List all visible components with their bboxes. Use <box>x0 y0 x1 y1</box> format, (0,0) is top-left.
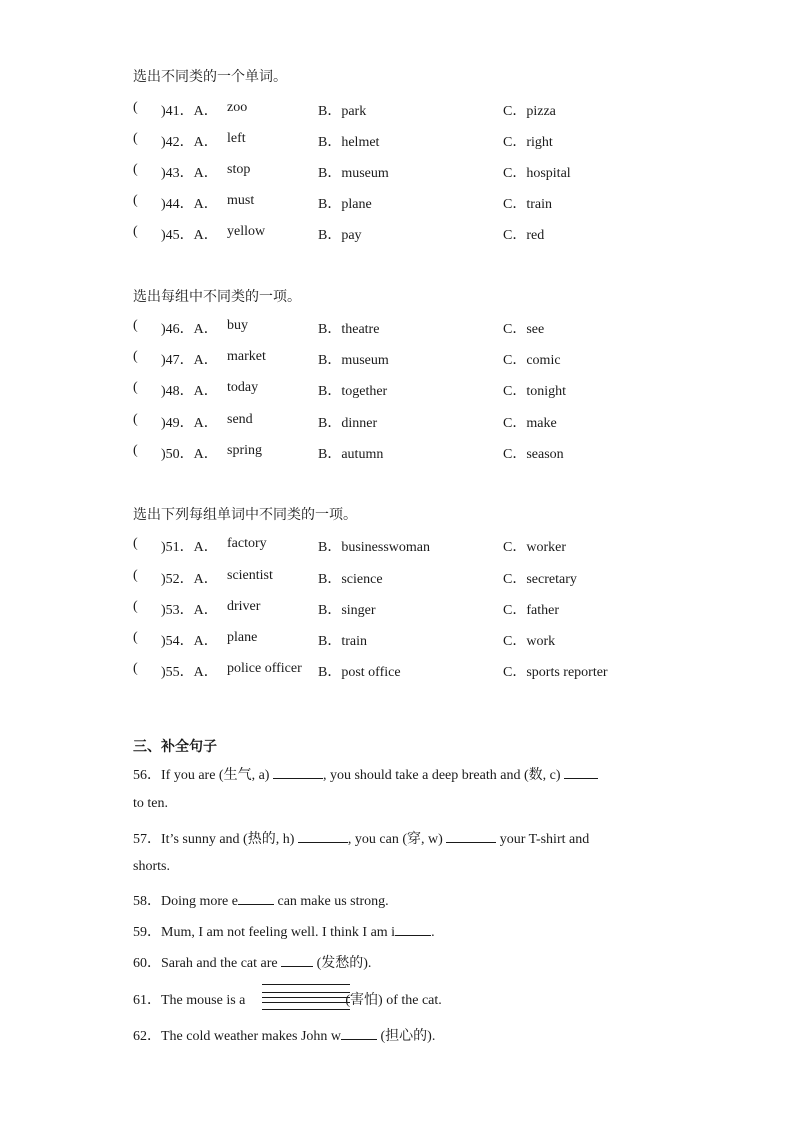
sentence-text: 59．Mum, I am not feeling well. I think I am i <box>133 925 396 940</box>
question-number: )50．A． <box>161 447 218 462</box>
question-row <box>133 536 693 556</box>
option-c: C．red <box>503 228 545 243</box>
answer-paren[interactable]: ( <box>133 630 138 645</box>
option-b: B．singer <box>318 603 376 618</box>
answer-paren[interactable]: ( <box>133 100 138 115</box>
answer-paren[interactable]: ( <box>133 193 138 208</box>
answer-paren[interactable]: ( <box>133 131 138 146</box>
sentence-text: your T-shirt and <box>496 832 590 847</box>
question-row <box>133 380 693 400</box>
answer-blank[interactable] <box>273 766 323 779</box>
question-row <box>133 661 693 681</box>
question-row <box>133 224 693 244</box>
sentence-text: . <box>431 925 435 940</box>
option-a: buy <box>227 318 248 333</box>
question-number: )54．A． <box>161 634 218 649</box>
option-a: stop <box>227 162 251 177</box>
option-a: police officer <box>227 661 302 676</box>
option-a: today <box>227 380 259 395</box>
answer-paren[interactable]: ( <box>133 599 138 614</box>
question-row <box>133 412 693 432</box>
option-a: left <box>227 131 246 146</box>
answer-paren[interactable]: ( <box>133 318 138 333</box>
option-c: C．see <box>503 322 545 337</box>
option-c: C．secretary <box>503 572 577 587</box>
answer-blank[interactable] <box>564 766 598 779</box>
option-b: B．pay <box>318 228 362 243</box>
option-c: C．hospital <box>503 166 571 181</box>
option-c: C．pizza <box>503 104 556 119</box>
stacked-blank-lines <box>262 984 350 1010</box>
option-b: B．together <box>318 384 388 399</box>
option-a: yellow <box>227 224 266 239</box>
sentence-text: (发愁的). <box>313 956 372 971</box>
option-b: B．plane <box>318 197 372 212</box>
sentence-59 <box>133 921 673 941</box>
sentence-text: 56．If you are (生气, a) <box>133 768 273 783</box>
sentence-text: 62．The cold weather makes John w <box>133 1029 341 1044</box>
blank-line <box>262 1009 350 1010</box>
question-number: )52．A． <box>161 572 218 587</box>
sentence-text: , you should take a deep breath and (数, c) <box>322 768 564 783</box>
sentence-text: 57．It’s sunny and (热的, h) <box>133 832 298 847</box>
sentence-text: (担心的). <box>377 1029 436 1044</box>
section-heading-1: 选出不同类的一个单词。 <box>133 69 287 85</box>
answer-paren[interactable]: ( <box>133 412 138 427</box>
option-c: C．train <box>503 197 552 212</box>
option-c: C．worker <box>503 540 566 555</box>
question-number: )55．A． <box>161 665 218 680</box>
question-row <box>133 318 693 338</box>
answer-paren[interactable]: ( <box>133 224 138 239</box>
option-b: B．helmet <box>318 135 380 150</box>
option-b: B．businesswoman <box>318 540 430 555</box>
question-number: )43．A． <box>161 166 218 181</box>
option-b: B．science <box>318 572 383 587</box>
answer-paren[interactable]: ( <box>133 661 138 676</box>
answer-blank[interactable] <box>281 954 313 967</box>
sentence-62 <box>133 1025 673 1045</box>
option-a: scientist <box>227 568 273 583</box>
option-c: C．right <box>503 135 553 150</box>
question-row <box>133 630 693 650</box>
option-c: C．make <box>503 416 557 431</box>
question-row <box>133 100 693 120</box>
option-a: driver <box>227 599 261 614</box>
option-a: must <box>227 193 255 208</box>
answer-paren[interactable]: ( <box>133 380 138 395</box>
question-number: )47．A． <box>161 353 218 368</box>
question-number: )51．A． <box>161 540 218 555</box>
option-b: B．theatre <box>318 322 380 337</box>
sentence-text: 58．Doing more e <box>133 894 238 909</box>
question-row <box>133 131 693 151</box>
option-b: B．dinner <box>318 416 378 431</box>
blank-line <box>262 997 350 998</box>
option-a: factory <box>227 536 267 551</box>
answer-paren[interactable]: ( <box>133 568 138 583</box>
question-number: )41．A． <box>161 104 218 119</box>
answer-paren[interactable]: ( <box>133 162 138 177</box>
option-a: plane <box>227 630 258 645</box>
option-c: C．work <box>503 634 556 649</box>
sentence-61 <box>133 989 673 1009</box>
question-number: )49．A． <box>161 416 218 431</box>
sentence-57 <box>133 828 673 848</box>
sentence-text: 61．The mouse is a <box>133 993 246 1008</box>
question-row <box>133 349 693 369</box>
option-a: spring <box>227 443 262 458</box>
question-number: )46．A． <box>161 322 218 337</box>
sentence-60 <box>133 952 673 972</box>
sentence-text: (害怕) of the cat. <box>345 993 442 1008</box>
answer-blank[interactable] <box>395 923 431 936</box>
answer-blank[interactable] <box>341 1027 377 1040</box>
answer-paren[interactable]: ( <box>133 443 138 458</box>
section-heading-3: 选出下列每组单词中不同类的一项。 <box>133 507 357 523</box>
section-heading-2: 选出每组中不同类的一项。 <box>133 289 301 305</box>
question-number: )48．A． <box>161 384 218 399</box>
sentence-58 <box>133 890 673 910</box>
option-c: C．comic <box>503 353 561 368</box>
question-number: )42．A． <box>161 135 218 150</box>
sentence-57-cont: shorts. <box>133 859 170 874</box>
option-b: B．post office <box>318 665 401 680</box>
sentence-text: , you can (穿, w) <box>347 832 447 847</box>
option-a: send <box>227 412 253 427</box>
option-b: B．autumn <box>318 447 384 462</box>
blank-line <box>262 992 350 993</box>
question-row <box>133 443 693 463</box>
answer-blank[interactable] <box>298 830 348 843</box>
question-number: )45．A． <box>161 228 218 243</box>
option-b: B．museum <box>318 166 389 181</box>
option-c: C．sports reporter <box>503 665 608 680</box>
sentence-text: 60．Sarah and the cat are <box>133 956 282 971</box>
sentence-56 <box>133 764 673 784</box>
sentence-56-cont: to ten. <box>133 796 168 811</box>
option-a: zoo <box>227 100 248 115</box>
answer-blank[interactable] <box>238 892 274 905</box>
option-b: B．train <box>318 634 367 649</box>
option-a: market <box>227 349 266 364</box>
option-c: C．father <box>503 603 559 618</box>
blank-line <box>262 984 350 985</box>
question-row <box>133 193 693 213</box>
option-c: C．tonight <box>503 384 567 399</box>
question-row <box>133 162 693 182</box>
option-c: C．season <box>503 447 564 462</box>
question-row <box>133 599 693 619</box>
question-number: )53．A． <box>161 603 218 618</box>
option-b: B．park <box>318 104 367 119</box>
part-title: 三、补全句子 <box>133 739 217 755</box>
answer-paren[interactable]: ( <box>133 349 138 364</box>
answer-paren[interactable]: ( <box>133 536 138 551</box>
sentence-text: can make us strong. <box>273 894 389 909</box>
blank-line <box>262 1002 350 1003</box>
question-row <box>133 568 693 588</box>
question-number: )44．A． <box>161 197 218 212</box>
option-b: B．museum <box>318 353 389 368</box>
answer-blank[interactable] <box>446 830 496 843</box>
